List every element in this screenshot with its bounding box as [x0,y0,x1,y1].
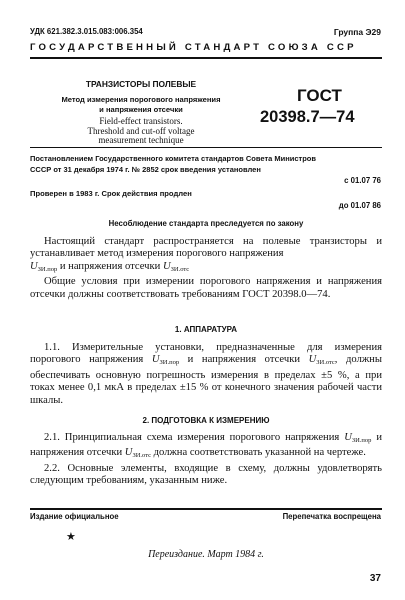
section-2-body [30,432,382,488]
star-icon: ★ [66,530,76,543]
decree-text [30,153,382,175]
english-title-3: measurement technique [98,135,184,145]
standard-banner: ГОСУДАРСТВЕННЫЙ СТАНДАРТ СОЮЗА ССР [30,42,357,53]
reprint-note: Переиздание. Март 1984 г. [148,549,264,560]
english-title [46,117,236,146]
decree-line-1: Постановлением Государственного комитета стандартов Совета Министров [30,154,316,163]
section-2-heading: 2. ПОДГОТОВКА К ИЗМЕРЕНИЮ [142,416,270,425]
doc-subtitle-2: и напряжения отсечки [99,105,183,114]
gost-number: 20398.7—74 [260,108,355,126]
doc-subtitle-1: Метод измерения порогового напряжения [61,95,221,104]
section-1-heading: 1. АППАРАТУРА [174,325,238,334]
doc-title: ТРАНЗИСТОРЫ ПОЛЕВЫЕ [85,79,197,89]
group-code: Группа Э29 [333,27,381,37]
symbol-u: U [30,260,38,272]
intro-paragraph-1: Настоящий стандарт распространяется на полевые транзисторы и устанавливает метод измерения порогового напряжения $U_{ЗИ.пор}$ и напряжения отсечки $U_{ЗИ.отс}$ [30,236,382,273]
title-rule [30,147,382,148]
official-edition: Издание официальное [30,512,119,521]
decree-line-2: СССР от 31 декабря 1974 г. № 2852 срок введения установлен [30,165,261,174]
symbol-u: U [162,260,171,272]
reprint-prohibited: Перепечатка воспрещена [282,512,381,521]
english-title-2: Threshold and cut-off voltage [87,125,195,136]
udk-code: УДК 621.382.3.015.083:006.354 [30,27,143,36]
gost-label: ГОСТ [297,86,342,105]
clause-1-1: 1.1. Измерительные установки, предназначенные для измерения порогового напряжения $U_{ЗИ.пор}$ и напряжения отсечки $U_{ЗИ.отс}$, должны обеспечивать основную погрешность измерения в пределах ±5 %, а при токах менее 0,1 мкА в пределах ±15 % от конечного значения рабочей части шкалы. [30,342,382,406]
checked-note: Проверен в 1983 г. Срок действия продлен [30,189,192,198]
intro-section [30,236,382,301]
section-1-body [30,342,382,407]
effective-date: с 01.07 76 [344,176,381,185]
clause-2-1: 2.1. Принципиальная схема измерения порогового напряжения $U_{ЗИ.пор}$ и напряжения отсечки $U_{ЗИ.отс}$ должна соответствовать указанной на чертеже. [30,432,382,460]
clause-2-2: 2.2. Основные элементы, входящие в схему, должны удовлетворять следующим требованиям, указанным ниже. [30,462,382,487]
page-number: 37 [369,573,381,584]
header-rule [30,57,382,59]
footer-rule [30,508,382,510]
extended-date: до 01.07 86 [338,201,381,210]
english-title-1: Field-effect transistors. [99,116,183,126]
intro-paragraph-2: Общие условия при измерении порогового напряжения и напряжения отсечки должны соответствовать требованиям ГОСТ 20398.0—74. [30,276,382,300]
law-notice: Несоблюдение стандарта преследуется по закону [108,219,304,228]
